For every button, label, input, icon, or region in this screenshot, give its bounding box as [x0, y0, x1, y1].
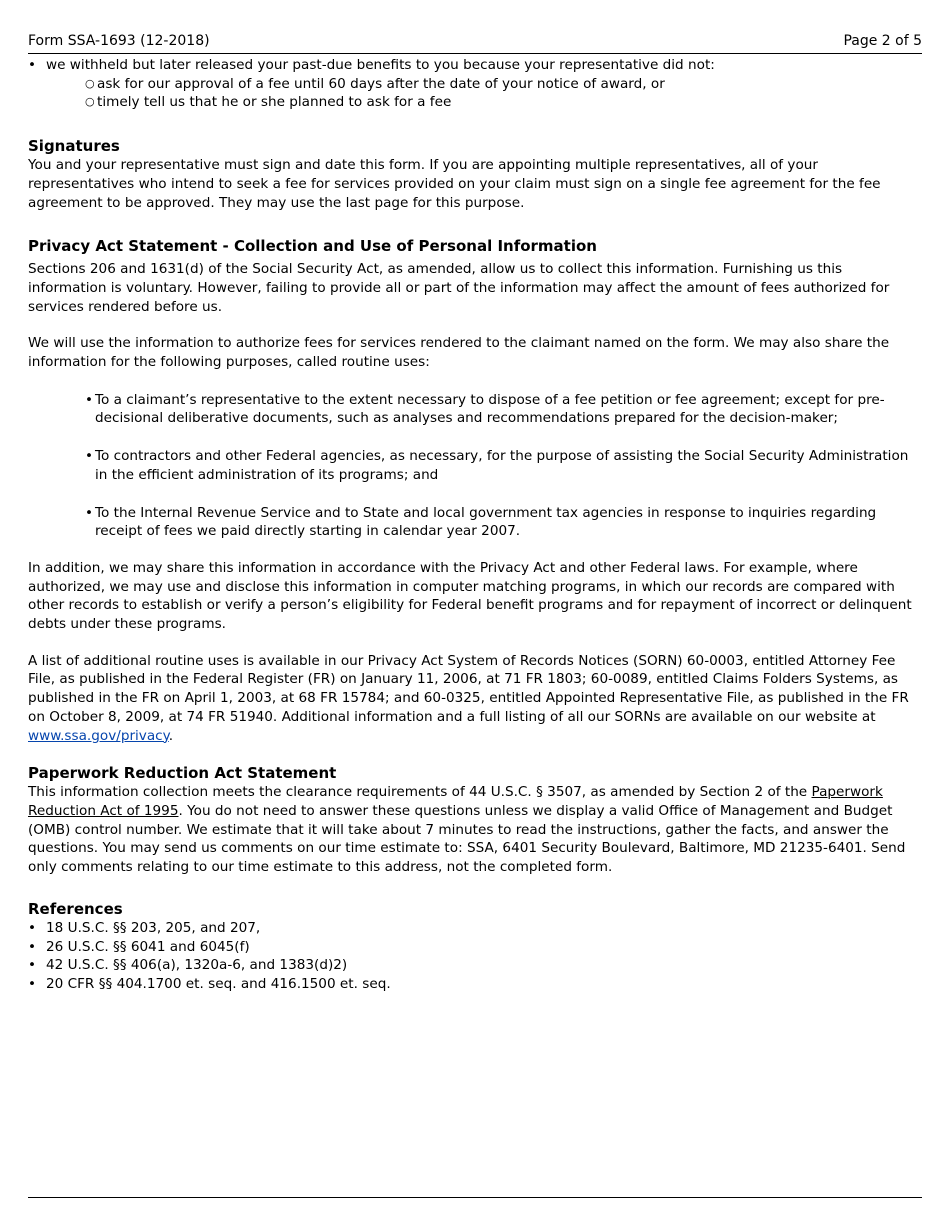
page-number: Page 2 of 5	[843, 33, 922, 49]
paperwork-heading: Paperwork Reduction Act Statement	[28, 764, 337, 783]
footer-rule	[28, 1197, 922, 1198]
withheld-text: we withheld but later released your past-due benefits to you because your representative did not:	[46, 57, 715, 73]
bullet-icon: •	[28, 975, 37, 992]
signatures-text: You and your representative must sign and date this form. If you are appointing multiple representatives, all of your representatives who intend to seek a fee for services provided on your claim must sign on a single fee agreement for the fee agreement to be approved. They may use the last page for this purpose.	[28, 157, 881, 211]
routine-use-item: • To contractors and other Federal agencies, as necessary, for the purpose of assisting the Social Security Administration in the efficient administration of its programs; and	[85, 448, 909, 483]
page-header	[28, 31, 922, 54]
reference-item: • 20 CFR §§ 404.1700 et. seq. and 416.1500 et. seq.	[28, 975, 391, 992]
bullet-icon: •	[28, 57, 37, 73]
privacy-para-3: In addition, we may share this information in accordance with the Privacy Act and other Federal laws. For example, where authorized, we may use and disclose this information in computer matching programs, in which our records are compared with other records to establish or verify a person’s eligibility for Federal benefit programs and for repayment of incorrect or delinquent debts under these programs.	[28, 559, 912, 633]
bullet-icon: •	[85, 391, 94, 408]
form-page	[28, 0, 922, 1230]
bullet-icon: •	[85, 504, 94, 521]
privacy-para-4: A list of additional routine uses is available in our Privacy Act System of Records Notices (SORN) 60-0003, entitled Attorney Fee File, as published in the Federal Register (FR) on January 11, 2006, at 71 FR 1803; 60-0089, entitled Claims Folders Systems, as published in the FR on April 1, 2003, at 68 FR 15784; and 60-0325, entitled Appointed Representative File, as published in the FR on October 8, 2009, at 74 FR 51940. Additional information and a full listing of all our SORNs are available on our website at www.ssa.gov/privacy.	[28, 652, 909, 744]
list-item: ○ ask for our approval of a fee until 60 days after the date of your notice of award, or	[85, 75, 665, 92]
page-content	[28, 56, 922, 994]
privacy-para-1: Sections 206 and 1631(d) of the Social Security Act, as amended, allow us to collect this information. Furnishing us this information is voluntary. However, failing to provide all or part of the information may affect the amount of fees authorized for services rendered before us.	[28, 261, 890, 315]
withheld-sub-list	[28, 75, 922, 112]
bullet-icon: •	[28, 919, 37, 936]
routine-use-item: • To the Internal Revenue Service and to State and local government tax agencies in response to inquiries regarding receipt of fees we paid directly starting in calendar year 2007.	[85, 504, 877, 540]
privacy-link[interactable]: www.ssa.gov/privacy	[28, 727, 169, 744]
circle-bullet-icon: ○	[85, 95, 95, 109]
reference-item: • 42 U.S.C. §§ 406(a), 1320a-6, and 1383(d)2)	[28, 957, 348, 974]
routine-use-item: • To a claimant’s representative to the extent necessary to dispose of a fee petition or fee agreement; except for pre-decisional deliberative documents, such as analyses and recommendations prepared for the decision-maker;	[85, 391, 885, 427]
paperwork-text: This information collection meets the clearance requirements of 44 U.S.C. § 3507, as amended by Section 2 of the Paperwork Reduction Act of 1995. You do not need to answer these questions unless we display a valid Office of Management and Budget (OMB) control number. We estimate that it will take about 7 minutes to read the instructions, gather the facts, and answer the questions. You may send us comments on our time estimate to: SSA, 6401 Security Boulevard, Baltimore, MD 21235-6401. Send only comments relating to our time estimate to this address, not the completed form.	[28, 784, 906, 876]
reference-item: • 18 U.S.C. §§ 203, 205, and 207,	[28, 919, 261, 936]
bullet-icon: •	[28, 957, 37, 974]
privacy-para-2: We will use the information to authorize fees for services rendered to the claimant named on the form. We may also share the information for the following purposes, called routine uses:	[28, 335, 890, 371]
withheld-bullet	[28, 56, 922, 75]
references-heading: References	[28, 899, 123, 918]
list-item: ○ timely tell us that he or she planned to ask for a fee	[85, 94, 452, 111]
paperwork-act-name: Paperwork Reduction Act of 1995	[28, 784, 883, 819]
form-id: Form SSA-1693 (12-2018)	[28, 33, 210, 49]
reference-item: • 26 U.S.C. §§ 6041 and 6045(f)	[28, 938, 250, 955]
privacy-heading: Privacy Act Statement - Collection and Use of Personal Information	[28, 237, 597, 256]
bullet-icon: •	[28, 938, 37, 955]
circle-bullet-icon: ○	[85, 76, 95, 90]
bullet-icon: •	[85, 448, 94, 465]
signatures-heading: Signatures	[28, 137, 120, 156]
